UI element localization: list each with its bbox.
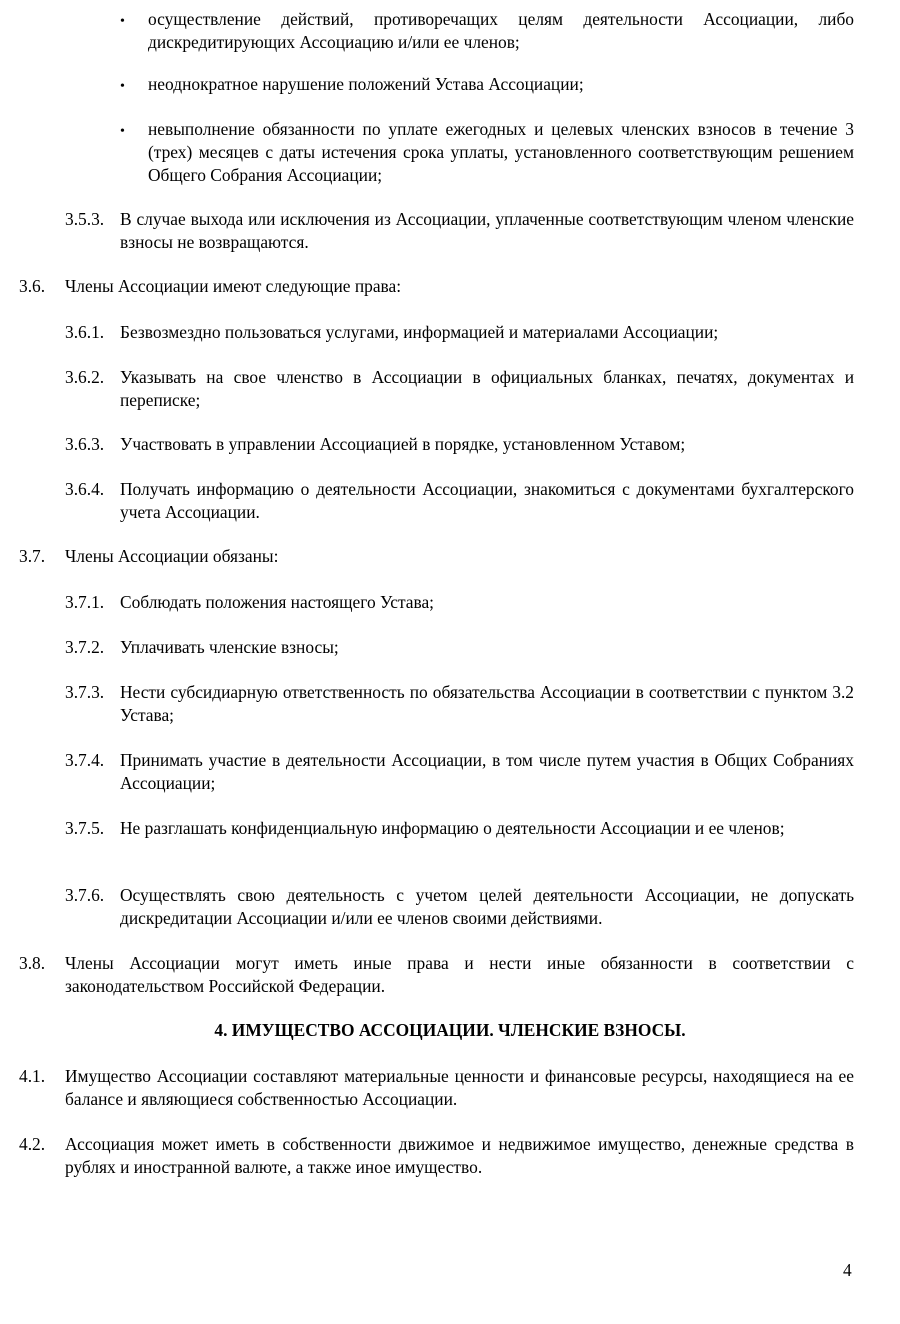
- bullet-item: невыполнение обязанности по уплате ежегодных и целевых членских взносов в течение 3 (трех) месяцев с даты истечения срока уплаты, установленного соответствующим решением Общего Собрания Ассоциации;: [148, 119, 854, 185]
- clause-text: Члены Ассоциации имеют следующие права:: [65, 276, 402, 296]
- bullet-item: осуществление действий, противоречащих целям деятельности Ассоциации, либо дискредитирующих Ассоциацию и/или ее членов;: [148, 9, 854, 52]
- clause-number: 3.7.6.: [65, 885, 105, 905]
- clause-number: 3.6.1.: [65, 322, 105, 342]
- clause-number: 3.6.: [19, 276, 46, 296]
- clause-text: Ассоциация может иметь в собственности движимое и недвижимое имущество, денежные средства в рублях и иностранной валюте, а также иное имущество.: [65, 1134, 854, 1177]
- clause-text: Уплачивать членские взносы;: [120, 637, 339, 657]
- clause-text: Указывать на свое членство в Ассоциации в официальных бланках, печатях, документах и переписке;: [120, 367, 854, 410]
- clause-text: Соблюдать положения настоящего Устава;: [120, 592, 435, 612]
- clause-text: Безвозмездно пользоваться услугами, информацией и материалами Ассоциации;: [120, 322, 719, 342]
- clause-text: Члены Ассоциации могут иметь иные права и нести иные обязанности в соответствии с законодательством Российской Федерации.: [65, 953, 854, 996]
- bullet-marker: •: [120, 124, 125, 139]
- clause-number: 3.7.4.: [65, 750, 105, 770]
- clause-number: 3.6.4.: [65, 479, 105, 499]
- clause-number: 3.7.2.: [65, 637, 105, 657]
- clause-number: 3.6.3.: [65, 434, 105, 454]
- clause-text: Члены Ассоциации обязаны:: [65, 546, 279, 566]
- clause-text: Имущество Ассоциации составляют материальные ценности и финансовые ресурсы, находящиеся на ее балансе и являющиеся собственностью Ассоциации.: [65, 1066, 854, 1109]
- clause-text: Осуществлять свою деятельность с учетом целей деятельности Ассоциации, не допускать дискредитации Ассоциации и/или ее членов своими действиями.: [120, 885, 854, 928]
- clause-text: Получать информацию о деятельности Ассоциации, знакомиться с документами бухгалтерского учета Ассоциации.: [120, 479, 854, 522]
- clause-text: Не разглашать конфиденциальную информацию о деятельности Ассоциации и ее членов;: [120, 818, 785, 838]
- clause-number: 4.2.: [19, 1134, 46, 1154]
- clause-number: 3.7.3.: [65, 682, 105, 702]
- clause-text: В случае выхода или исключения из Ассоциации, уплаченные соответствующим членом членские взносы не возвращаются.: [120, 209, 854, 252]
- clause-text: Принимать участие в деятельности Ассоциации, в том числе путем участия в Общих Собраниях Ассоциации;: [120, 750, 854, 793]
- clause-number: 3.8.: [19, 953, 46, 973]
- clause-number: 3.7.: [19, 546, 46, 566]
- clause-number: 3.6.2.: [65, 367, 105, 387]
- clause-text: Участвовать в управлении Ассоциацией в порядке, установленном Уставом;: [120, 434, 686, 454]
- bullet-item: неоднократное нарушение положений Устава Ассоциации;: [148, 74, 584, 94]
- page-number: 4: [843, 1260, 852, 1280]
- clause-number: 3.7.5.: [65, 818, 105, 838]
- bullet-marker: •: [120, 14, 125, 29]
- section-heading: 4. ИМУЩЕСТВО АССОЦИАЦИИ. ЧЛЕНСКИЕ ВЗНОСЫ.: [214, 1020, 686, 1040]
- clause-number: 4.1.: [19, 1066, 46, 1086]
- clause-number: 3.5.3.: [65, 209, 105, 229]
- clause-text: Нести субсидиарную ответственность по обязательства Ассоциации в соответствии с пунктом 3.2 Устава;: [120, 682, 854, 725]
- clause-number: 3.7.1.: [65, 592, 105, 612]
- bullet-marker: •: [120, 79, 125, 94]
